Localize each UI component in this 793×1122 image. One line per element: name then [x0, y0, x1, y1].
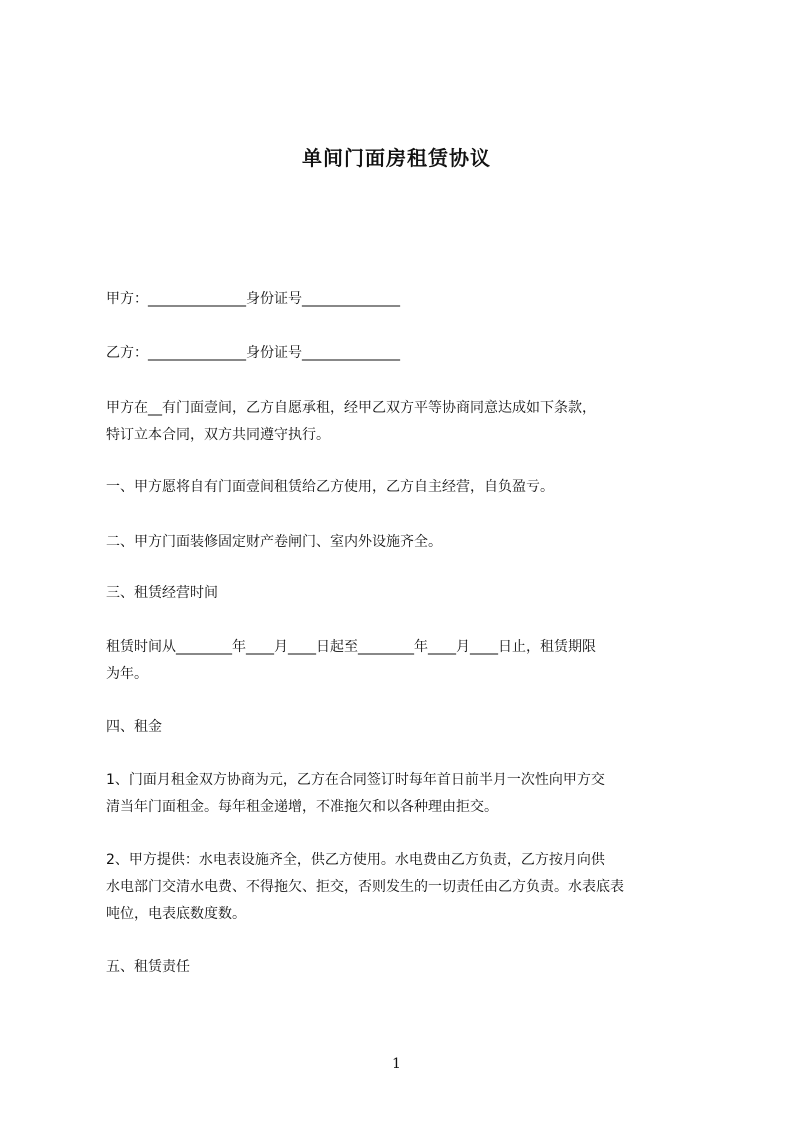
intro-line-1: 甲方在__有门面壹间，乙方自愿承租，经甲乙双方平等协商同意达成如下条款， — [106, 400, 596, 416]
clause-5-heading: 五、租赁责任 — [106, 959, 190, 975]
rent-2-line-1: 2、甲方提供：水电表设施齐全，供乙方使用。水电费由乙方负责，乙方按月向供 — [106, 852, 605, 868]
term-line-2: 为年。 — [106, 666, 148, 682]
party-a-line: 甲方：______________身份证号______________ — [106, 291, 400, 307]
rent-2-line-2: 水电部门交清水电费、不得拖欠、拒交，否则发生的一切责任由乙方负责。水表底表 — [106, 879, 624, 895]
clause-1: 一、甲方愿将自有门面壹间租赁给乙方使用，乙方自主经营，自负盈亏。 — [106, 479, 554, 495]
clause-2: 二、甲方门面装修固定财产卷闸门、室内外设施齐全。 — [106, 534, 442, 550]
party-b-line: 乙方：______________身份证号______________ — [106, 345, 400, 361]
term-line-1: 租赁时间从________年____月____日起至________年____月____日止，租赁期限 — [106, 639, 596, 655]
rent-2-line-3: 吨位，电表底数度数。 — [106, 906, 246, 922]
document-title: 单间门面房租赁协议 — [302, 146, 491, 170]
clause-4-heading: 四、租金 — [106, 719, 162, 735]
page-number: 1 — [392, 1056, 401, 1072]
rent-1-line-1: 1、门面月租金双方协商为元，乙方在合同签订时每年首日前半月一次性向甲方交 — [106, 772, 605, 788]
clause-3-heading: 三、租赁经营时间 — [106, 585, 218, 601]
intro-line-2: 特订立本合同，双方共同遵守执行。 — [106, 427, 330, 443]
rent-1-line-2: 清当年门面租金。每年租金递增，不准拖欠和以各种理由拒交。 — [106, 799, 498, 815]
